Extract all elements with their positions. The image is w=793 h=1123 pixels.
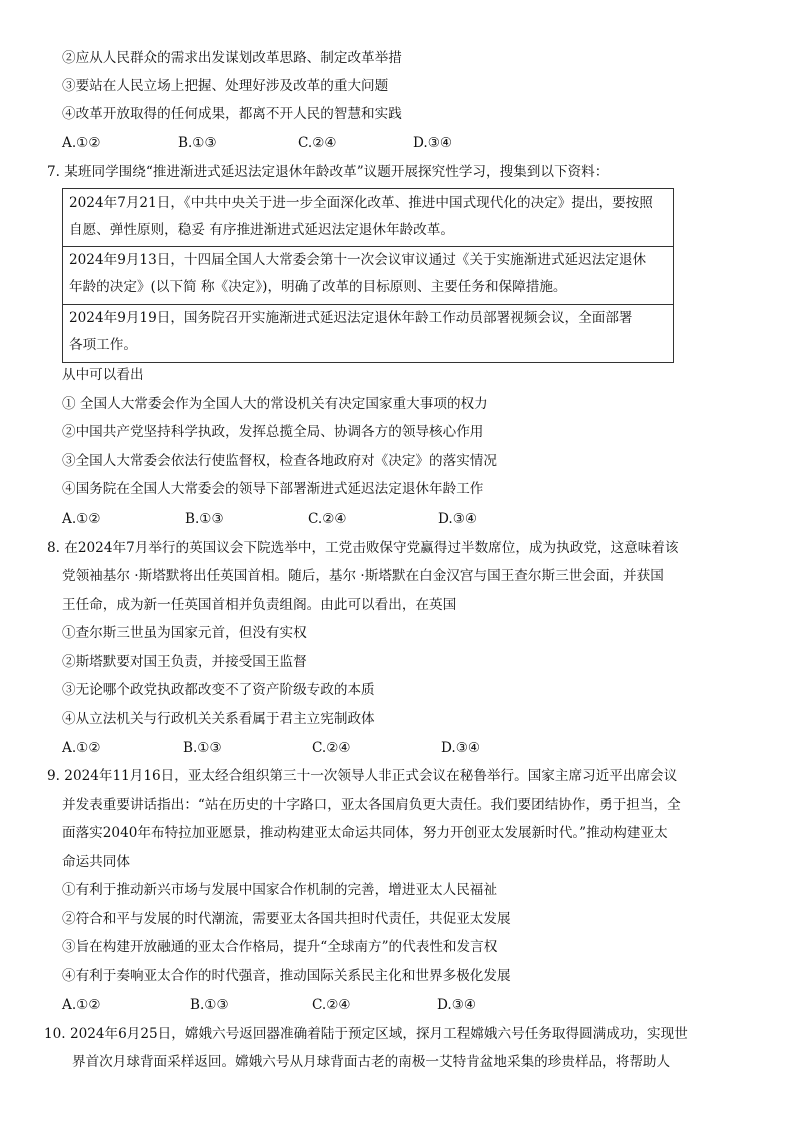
q6-option-b: B.①③ bbox=[178, 135, 217, 151]
q8-item-3: ③无论哪个政党执政都改变不了资产阶级专政的本质 bbox=[62, 682, 375, 698]
q9-option-a: A.①② bbox=[62, 997, 101, 1013]
q9-item-1: ①有利于推动新兴市场与发展中国家合作机制的完善，增进亚太人民福祉 bbox=[62, 882, 497, 898]
q8-item-1: ①查尔斯三世虽为国家元首，但没有实权 bbox=[62, 625, 307, 641]
q9-stem-line3: 面落实2040年布特拉加亚愿景，推动构建亚太命运共同体，努力开创亚太发展新时代。”推动构建亚太 bbox=[62, 825, 668, 841]
q8-stem-line3: 王任命，成为新一任英国首相并负责组阁。由此可以看出，在英国 bbox=[62, 597, 457, 613]
q8-option-a: A.①② bbox=[62, 740, 101, 756]
q7-row2-line1: 2024年9月13日，十四届全国人大常委会第十一次会议审议通过《关于实施渐进式延迟法定退休 bbox=[69, 252, 647, 268]
q7-table-row bbox=[63, 305, 673, 362]
q7-row1-line1: 2024年7月21日，《中共中央关于进一步全面深化改革、推进中国式现代化的决定》提出，要按照 bbox=[69, 195, 653, 211]
q9-item-2: ②符合和平与发展的时代潮流，需要亚太各国共担时代责任，共促亚太发展 bbox=[62, 911, 511, 927]
q7-item-3: ③全国人大常委会依法行使监督权，检查各地政府对《决定》的落实情况 bbox=[62, 453, 497, 469]
q7-lead: 从中可以看出 bbox=[62, 367, 144, 383]
q9-item-3: ③旨在构建开放融通的亚太合作格局，提升“全球南方”的代表性和发言权 bbox=[62, 939, 498, 955]
q6-item-4: ④改革开放取得的任何成果，都离不开人民的智慧和实践 bbox=[62, 106, 402, 122]
q8-item-4: ④从立法机关与行政机关关系看属于君主立宪制政体 bbox=[62, 711, 375, 727]
q9-stem-line2: 并发表重要讲话指出：“站在历史的十字路口，亚太各国肩负更大责任。我们要团结协作，勇于担当，全 bbox=[62, 797, 681, 813]
q7-option-b: B.①③ bbox=[185, 511, 224, 527]
q9-stem-line1: 9. 2024年11月16日，亚太经合组织第三十一次领导人非正式会议在秘鲁举行。国家主席习近平出席会议 bbox=[47, 768, 678, 784]
q8-option-b: B.①③ bbox=[183, 740, 222, 756]
q9-option-d: D.③④ bbox=[437, 997, 477, 1013]
q7-table-row bbox=[63, 189, 673, 247]
q6-item-2: ②应从人民群众的需求出发谋划改革思路、制定改革举措 bbox=[62, 50, 402, 66]
q7-row1-line2: 自愿、弹性原则，稳妥 有序推进渐进式延迟法定退休年龄改革。 bbox=[69, 222, 454, 238]
q7-option-d: D.③④ bbox=[438, 511, 478, 527]
q7-row3-line1: 2024年9月19日，国务院召开实施渐进式延迟法定退休年龄工作动员部署视频会议，全面部署 bbox=[69, 310, 633, 326]
q7-row3-line2: 各项工作。 bbox=[69, 337, 137, 353]
q7-row2-line2: 年龄的决定》(以下简 称《决定》)，明确了改革的目标原则、主要任务和保障措施。 bbox=[69, 279, 567, 295]
q7-item-2: ②中国共产党坚持科学执政，发挥总揽全局、协调各方的领导核心作用 bbox=[62, 424, 484, 440]
q7-material-table bbox=[62, 188, 674, 363]
q7-stem: 7. 某班同学围绕“推进渐进式延迟法定退休年龄改革”议题开展探究性学习，搜集到以下资料： bbox=[47, 164, 609, 180]
q8-item-2: ②斯塔默要对国王负责，并接受国王监督 bbox=[62, 654, 307, 670]
q10-stem-line1: 10. 2024年6月25日，嫦娥六号返回器准确着陆于预定区域，探月工程嫦娥六号任务取得圆满成功，实现世 bbox=[44, 1026, 688, 1042]
q6-option-a: A.①② bbox=[62, 135, 101, 151]
q9-stem-line4: 命运共同体 bbox=[62, 854, 130, 870]
q8-option-c: C.②④ bbox=[312, 740, 351, 756]
q9-item-4: ④有利于奏响亚太合作的时代强音，推动国际关系民主化和世界多极化发展 bbox=[62, 968, 511, 984]
q9-option-b: B.①③ bbox=[190, 997, 229, 1013]
q7-option-a: A.①② bbox=[62, 511, 101, 527]
q6-item-3: ③要站在人民立场上把握、处理好涉及改革的重大问题 bbox=[62, 78, 389, 94]
q10-stem-line2: 界首次月球背面采样返回。嫦娥六号从月球背面古老的南极一艾特肯盆地采集的珍贵样品，将帮助人 bbox=[72, 1054, 671, 1070]
q6-option-c: C.②④ bbox=[298, 135, 337, 151]
q7-option-c: C.②④ bbox=[308, 511, 347, 527]
q6-option-d: D.③④ bbox=[413, 135, 453, 151]
q8-option-d: D.③④ bbox=[441, 740, 481, 756]
q8-stem-line2: 党领袖基尔 ·斯塔默将出任英国首相。随后，基尔 ·斯塔默在白金汉宫与国王查尔斯三世会面，并获国 bbox=[62, 568, 664, 584]
q7-item-4: ④国务院在全国人大常委会的领导下部署渐进式延迟法定退休年龄工作 bbox=[62, 481, 484, 497]
q8-stem-line1: 8. 在2024年7月举行的英国议会下院选举中，工党击败保守党赢得过半数席位，成为执政党，这意味着该 bbox=[47, 540, 679, 556]
q9-option-c: C.②④ bbox=[312, 997, 351, 1013]
q7-table-row bbox=[63, 247, 673, 305]
q7-item-1: ① 全国人大常委会作为全国人大的常设机关有决定国家重大事项的权力 bbox=[62, 396, 488, 412]
